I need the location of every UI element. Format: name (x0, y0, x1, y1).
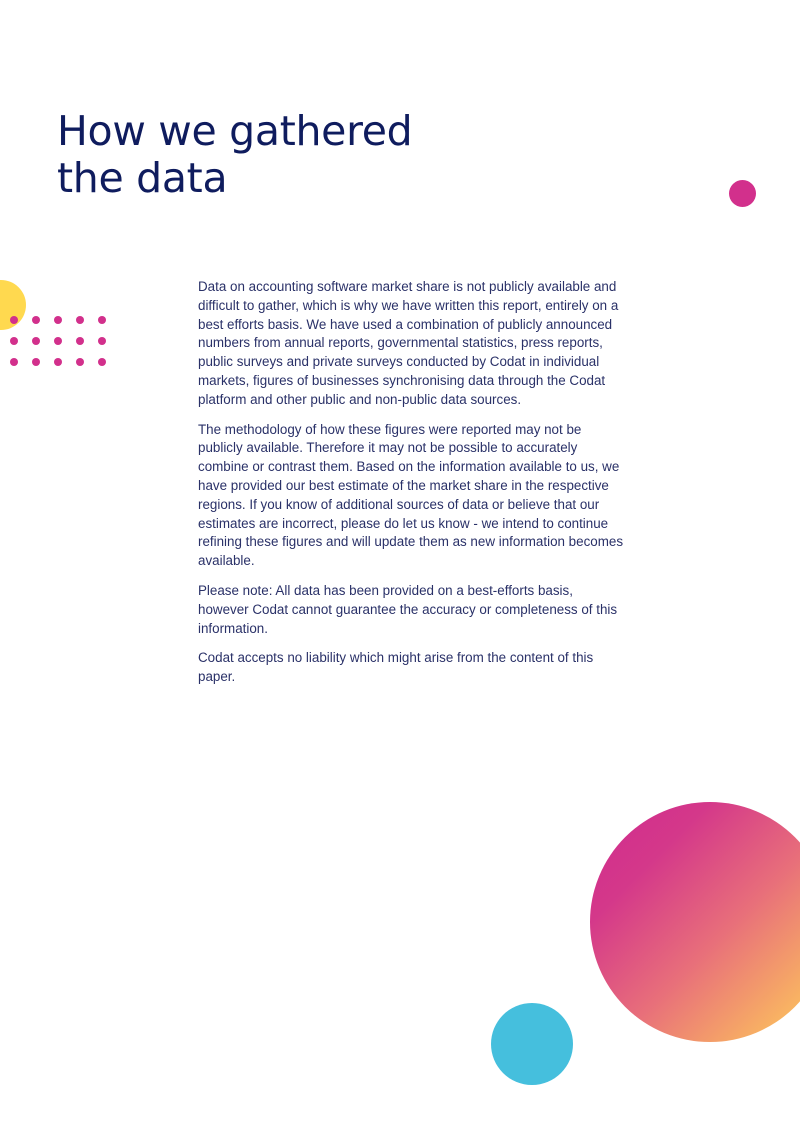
decorative-gradient-circle (590, 802, 800, 1042)
grid-dot (98, 316, 106, 324)
grid-dot (32, 337, 40, 345)
body-copy (198, 278, 623, 698)
grid-dot (54, 358, 62, 366)
paragraph-liability: Codat accepts no liability which might arise from the content of this paper. (198, 650, 594, 685)
grid-dot (32, 316, 40, 324)
grid-dot (54, 316, 62, 324)
grid-dot (98, 358, 106, 366)
grid-dot (76, 337, 84, 345)
grid-dot (32, 358, 40, 366)
grid-dot (76, 316, 84, 324)
paragraph-note: Please note: All data has been provided on a best-efforts basis, however Codat cannot guarantee the accuracy or completeness of this information. (198, 582, 618, 636)
grid-dot (54, 337, 62, 345)
page-title (57, 108, 477, 202)
page-title-line-1: How we gathered (57, 107, 413, 155)
decorative-pink-dot (729, 180, 756, 207)
page-title-line-2: the data (57, 154, 228, 202)
grid-dot (10, 316, 18, 324)
paragraph-intro: Data on accounting software market share is not publicly available and difficult to gather, which is why we have written this report, entirely on a best efforts basis. We have used a combination of publicly announced numbers from annual reports, governmental statistics, press reports, public surveys and private surveys conducted by Codat in individual markets, figures of businesses synchronising data through the Codat platform and other public and non-public data sources. (198, 279, 619, 407)
paragraph-methodology: The methodology of how these figures were reported may not be publicly available. Therefore it may not be possible to accurately combine or contrast them. Based on the information available to us, we have provided our best estimate of the market share in the respective regions. If you know of additional sources of data or believe that our estimates are incorrect, please do let us know - we intend to continue refining these figures and will update them as new information becomes available. (198, 421, 624, 569)
grid-dot (98, 337, 106, 345)
decorative-blue-circle (491, 1003, 573, 1085)
decorative-dot-grid (10, 316, 110, 368)
grid-dot (10, 337, 18, 345)
grid-dot (76, 358, 84, 366)
grid-dot (10, 358, 18, 366)
